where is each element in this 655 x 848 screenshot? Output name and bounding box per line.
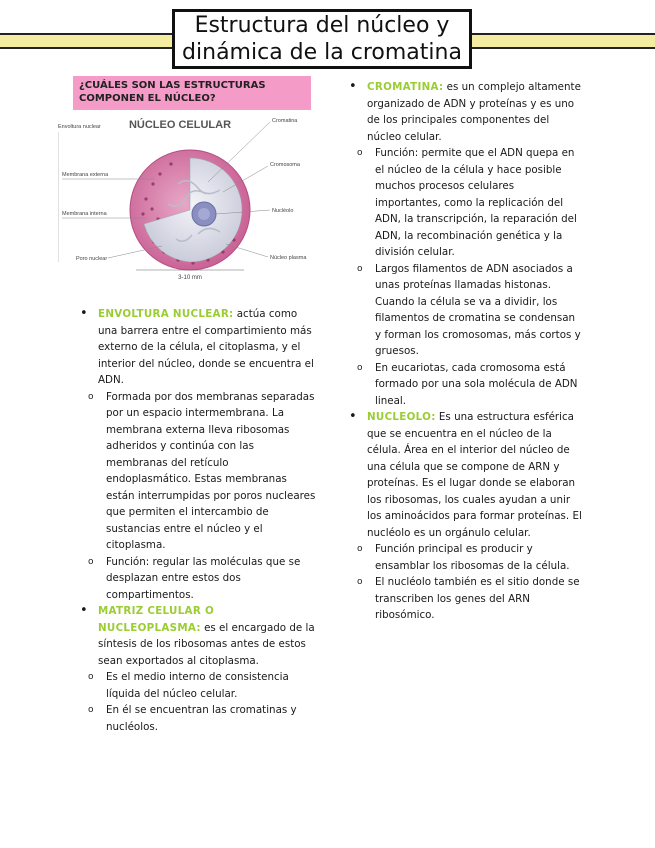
sub-bullet: o Largos filamentos de ADN asociados a unas proteínas llamadas histonas. Cuando la célula se va a dividir, los filamentos de cromatina se condensan y forman los cromosomas, más cortos y gruesos. bbox=[345, 261, 583, 360]
sub-bullet: o El nucléolo también es el sitio donde se transcriben los genes del ARN ribosómico. bbox=[345, 574, 583, 624]
figure-title: NÚCLEO CELULAR bbox=[128, 119, 232, 131]
right-column bbox=[345, 79, 583, 624]
left-column bbox=[76, 306, 316, 735]
title-line-1: Estructura del núcleo y bbox=[194, 13, 450, 38]
sub-bullet: o Función: regular las moléculas que se desplazan entre estos dos compartimentos. bbox=[76, 554, 316, 604]
text-matriz: es el encargado de la síntesis de los ribosomas antes de estos sean exportados al citoplasma. bbox=[98, 621, 315, 667]
label-nucleoplasma: Núcleo plasma bbox=[270, 255, 307, 261]
text-cromatina: es un complejo altamente organizado de ADN y proteínas y es uno de los principales componentes del núcleo celular. bbox=[367, 81, 581, 143]
label-nucleolo: Nucléolo bbox=[272, 208, 294, 214]
title-line-2: dinámica de la cromatina bbox=[182, 40, 462, 65]
nucleus-diagram bbox=[58, 114, 320, 284]
label-cromosoma: Cromosoma bbox=[270, 162, 300, 168]
label-poro: Poro nuclear bbox=[76, 256, 108, 262]
sub-bullet: o En él se encuentran las cromatinas y nucléolos. bbox=[76, 702, 316, 735]
bullet-envoltura bbox=[76, 306, 316, 389]
page-title bbox=[172, 9, 472, 69]
nucleolus-core bbox=[198, 208, 210, 220]
bullet-matriz bbox=[76, 603, 316, 669]
keyword-cromatina: CROMATINA: bbox=[367, 81, 444, 93]
text-envoltura: actúa como una barrera entre el compartimiento más externo de la célula, el citoplasma, y el interior del núcleo, donde se encuentra el ADN. bbox=[98, 308, 314, 386]
keyword-matriz: MATRIZ CELULAR O NUCLEOPLASMA: bbox=[98, 605, 214, 634]
sub-bullet: o Es el medio interno de consistencia líquida del núcleo celular. bbox=[76, 669, 316, 702]
sub-bullet: o Función: permite que el ADN quepa en el núcleo de la célula y hace posible muchos procesos celulares importantes, como la replicación del ADN, la transcripción, la reparación del ADN, la recombinación genética y la división celular. bbox=[345, 145, 583, 261]
keyword-envoltura: ENVOLTURA NUCLEAR: bbox=[98, 308, 234, 320]
label-envoltura: Envoltura nuclear bbox=[58, 124, 101, 130]
label-cromatina: Cromatina bbox=[272, 118, 298, 124]
scale-label: 3-10 mm bbox=[178, 275, 202, 281]
leader-line bbox=[208, 122, 270, 182]
sub-bullet: o Función principal es producir y ensamblar los ribosomas de la célula. bbox=[345, 541, 583, 574]
question-heading: ¿CUÁLES SON LAS ESTRUCTURAS COMPONEN EL NÚCLEO? bbox=[73, 76, 311, 110]
label-membrana-externa: Membrana externa bbox=[62, 172, 109, 178]
sub-bullet: o Formada por dos membranas separadas por un espacio intermembrana. La membrana externa lleva ribosomas adheridos y continúa con las membranas del retículo endoplasmático. Estas membranas están interrumpidas por poros nucleares que permiten el intercambio de sustancias entre el núcleo y el citoplasma. bbox=[76, 389, 316, 554]
text-nucleolo: Es una estructura esférica que se encuentra en el núcleo de la célula. Área en el interior del núcleo de una célula que se compone de ARN y proteínas. Es el lugar donde se elaboran los ribosomas, los cuales ayudan a unir los aminoácidos para formar proteínas. El nucléolo es un orgánulo celular. bbox=[367, 411, 582, 539]
nucleus-figure bbox=[58, 114, 320, 284]
bullet-nucleolo bbox=[345, 409, 583, 541]
bullet-cromatina bbox=[345, 79, 583, 145]
sub-bullet: o En eucariotas, cada cromosoma está formado por una sola molécula de ADN lineal. bbox=[345, 360, 583, 410]
keyword-nucleolo: NUCLEOLO: bbox=[367, 411, 436, 423]
label-membrana-interna: Membrana interna bbox=[62, 211, 107, 217]
